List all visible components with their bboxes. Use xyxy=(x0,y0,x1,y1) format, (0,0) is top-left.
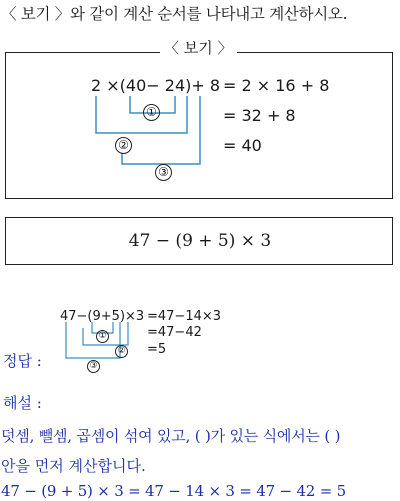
example-bracket-3 xyxy=(122,96,200,164)
example-box-title: 〈 보기 〉 xyxy=(160,37,237,58)
answer-step-2: ② xyxy=(115,345,128,358)
problem-expression: 47 − (9 + 5) × 3 xyxy=(128,231,272,251)
explanation-line-3: 47 − (9 + 5) × 3 = 47 − 14 × 3 = 47 − 42 = 5 xyxy=(1,482,346,500)
example-step-2: ② xyxy=(115,137,132,154)
answer-bracket-3 xyxy=(66,322,120,358)
explanation-line-2: 안을 먼저 계산합니다. xyxy=(1,457,146,475)
example-step-1: ① xyxy=(143,104,160,121)
example-result-3: = 40 xyxy=(223,136,262,155)
explanation-line-1: 덧셈, 뺄셈, 곱셈이 섞여 있고, ( )가 있는 식에서는 ( ) xyxy=(1,427,341,445)
answer-result-2: =47−42 xyxy=(147,325,202,340)
answer-step-1: ① xyxy=(96,330,109,343)
answer-result-1: =47−14×3 xyxy=(147,309,222,324)
example-step-3: ③ xyxy=(155,164,172,181)
example-expression: 2 ×(40− 24)+ 8 xyxy=(91,76,221,95)
answer-label: 정답 : xyxy=(3,352,42,370)
answer-result-3: =5 xyxy=(147,342,167,357)
answer-expression: 47−(9+5)×3 xyxy=(60,309,145,324)
answer-step-3: ③ xyxy=(87,360,100,373)
example-bracket-2 xyxy=(96,96,187,133)
explanation-label: 해설 : xyxy=(3,394,42,412)
question-prompt: 〈 보기 〉와 같이 계산 순서를 나타내고 계산하시오. xyxy=(1,5,348,23)
example-result-2: = 32 + 8 xyxy=(223,106,296,125)
example-result-1: = 2 × 16 + 8 xyxy=(223,76,330,95)
